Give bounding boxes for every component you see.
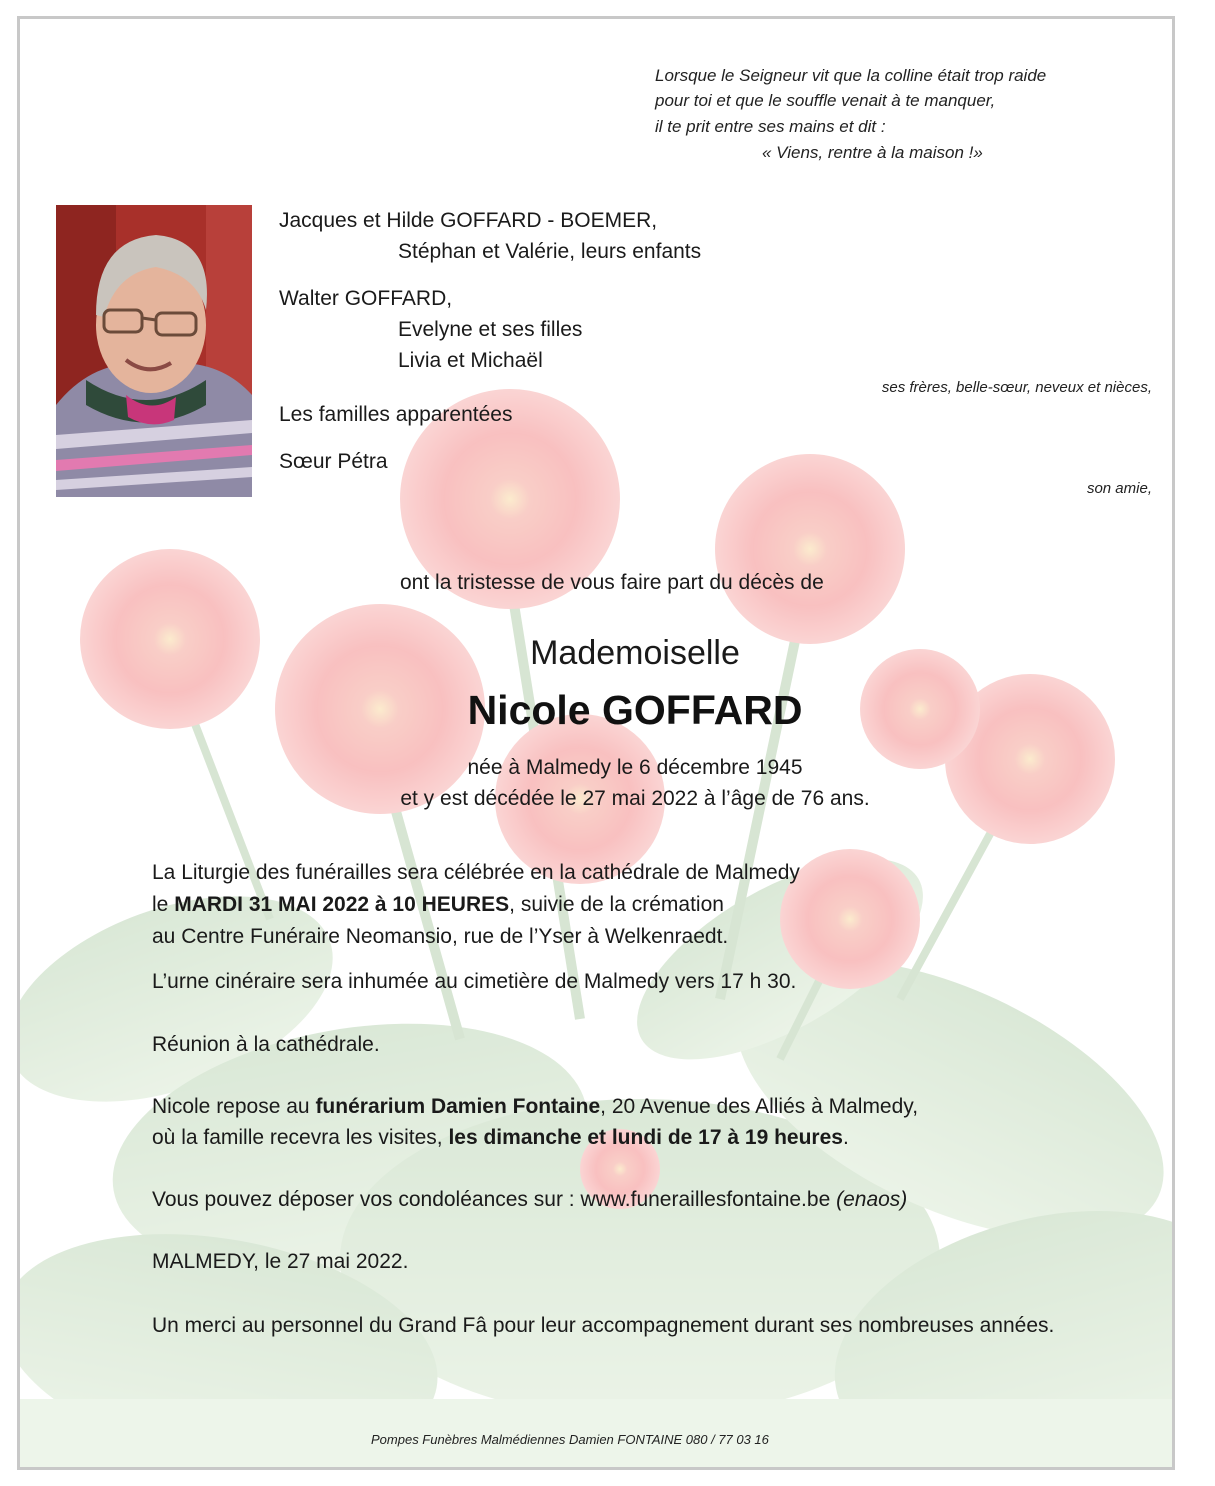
quote-line-3: il te prit entre ses mains et dit : xyxy=(655,117,886,136)
reunion-line: Réunion à la cathédrale. xyxy=(152,1033,380,1056)
visiting-hours: les dimanche et lundi de 17 à 19 heures xyxy=(448,1126,843,1149)
deceased-name: Nicole GOFFARD xyxy=(467,687,803,733)
card-frame xyxy=(17,16,1175,1470)
condolences-line: Vous pouvez déposer vos condoléances sur : www.funeraillesfontaine.be (enaos) xyxy=(152,1188,908,1211)
quote-line-1: Lorsque le Seigneur vit que la colline était trop raide xyxy=(655,66,1047,85)
liturgy-line-2: le MARDI 31 MAI 2022 à 10 HEURES, suivie de la crémation xyxy=(152,893,724,916)
liturgy-line-1: La Liturgie des funérailles sera célébrée en la cathédrale de Malmedy xyxy=(152,861,800,884)
honorific-title: Mademoiselle xyxy=(530,634,740,672)
quote-line-2: pour toi et que le souffle venait à te manquer, xyxy=(655,91,996,110)
sister-line: Sœur Pétra xyxy=(279,450,388,473)
liturgy-line-3: au Centre Funéraire Neomansio, rue de l’Yser à Welkenraedt. xyxy=(152,925,729,948)
footer-funeral-home: Pompes Funèbres Malmédiennes Damien FONTAINE 080 / 77 03 16 xyxy=(371,1432,769,1447)
friend-note: son amie, xyxy=(1086,480,1152,497)
place-date-line: MALMEDY, le 27 mai 2022. xyxy=(152,1250,409,1273)
family-group-2-line-3: Livia et Michaël xyxy=(398,349,543,372)
urn-line: L’urne cinéraire sera inhumée au cimetière de Malmedy vers 17 h 30. xyxy=(152,970,797,993)
birth-line: née à Malmedy le 6 décembre 1945 xyxy=(467,756,803,779)
funerarium-name: funérarium Damien Fontaine xyxy=(315,1095,601,1118)
relation-note: ses frères, belle-sœur, neveux et nièces, xyxy=(881,379,1152,396)
family-group-2-line-2: Evelyne et ses filles xyxy=(398,318,583,341)
funeral-datetime: MARDI 31 MAI 2022 à 10 HEURES xyxy=(174,893,510,916)
family-group-1-line-1: Jacques et Hilde GOFFARD - BOEMER, xyxy=(279,209,658,232)
announcement-intro: ont la tristesse de vous faire part du décès de xyxy=(400,571,824,594)
thanks-line: Un merci au personnel du Grand Fâ pour leur accompagnement durant ses nombreuses années. xyxy=(152,1314,1055,1337)
rest-line-1: Nicole repose au funérarium Damien Fontaine, 20 Avenue des Alliés à Malmedy, xyxy=(152,1095,919,1118)
family-group-1-line-2: Stéphan et Valérie, leurs enfants xyxy=(398,240,702,263)
family-group-2-line-1: Walter GOFFARD, xyxy=(279,287,453,310)
relatives-line: Les familles apparentées xyxy=(279,403,513,426)
rest-line-2: où la famille recevra les visites, les dimanche et lundi de 17 à 19 heures. xyxy=(152,1126,849,1149)
death-line: et y est décédée le 27 mai 2022 à l’âge de 76 ans. xyxy=(400,787,870,810)
portrait-photo xyxy=(56,205,252,497)
quote-line-4: « Viens, rentre à la maison !» xyxy=(762,143,983,162)
